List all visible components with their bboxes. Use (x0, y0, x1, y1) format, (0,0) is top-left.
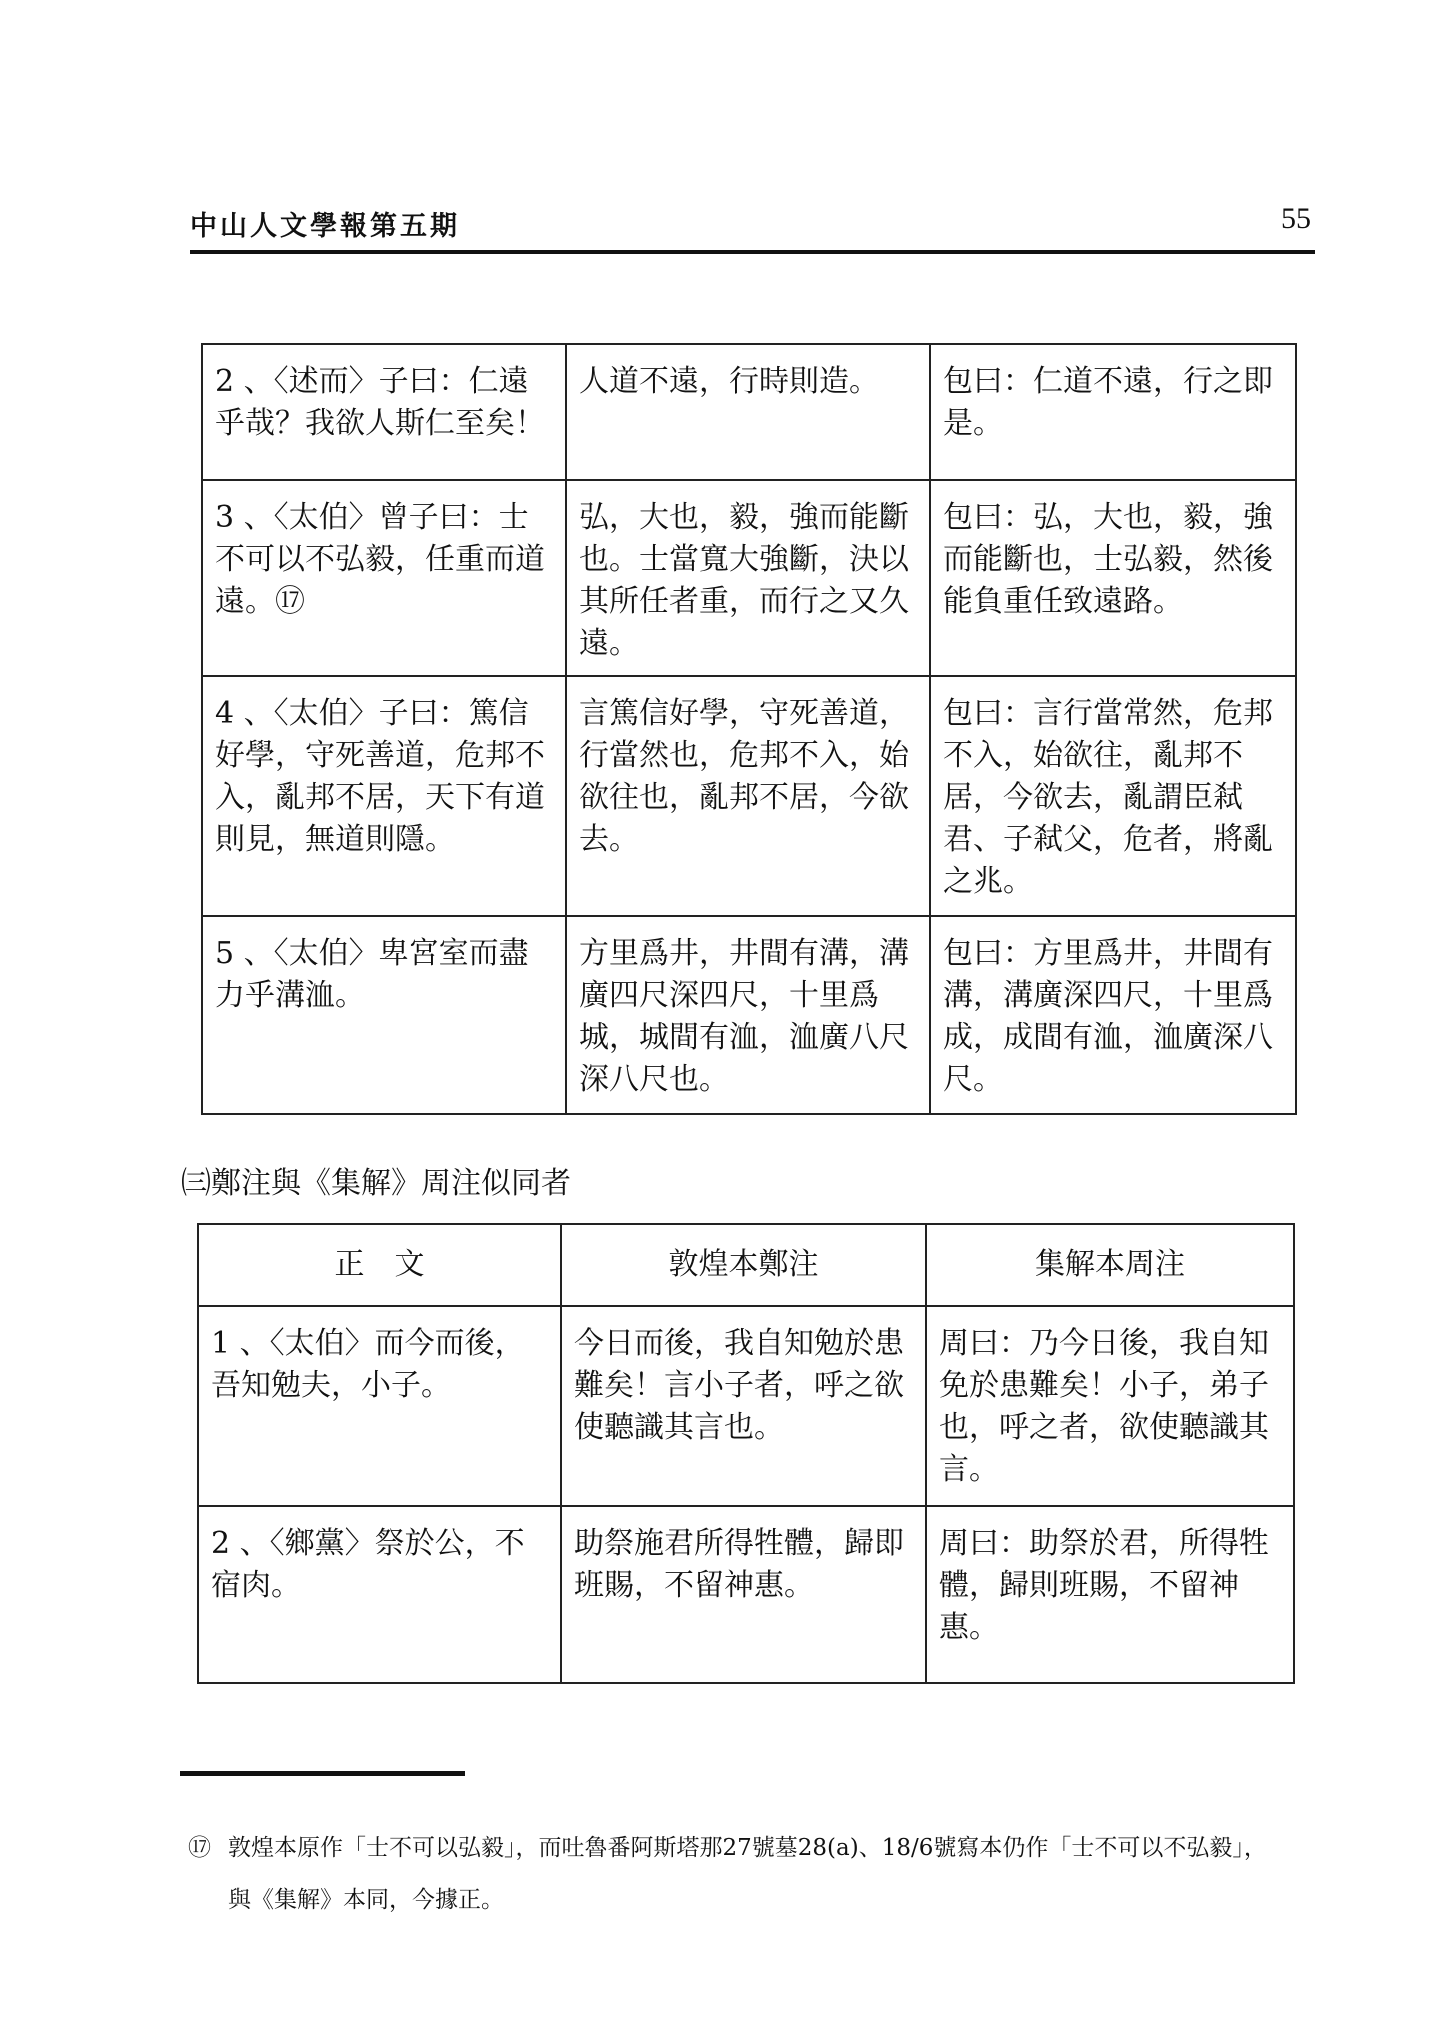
table-cell-text: 2 、〈鄉黨〉祭於公，不宿肉。 (198, 1506, 561, 1683)
comparison-table-1 (201, 343, 1297, 1115)
table-cell-zhou-note: 周曰：乃今日後，我自知免於患難矣！小子，弟子也，呼之者，欲使聽識其言。 (926, 1306, 1294, 1506)
column-header: 敦煌本鄭注 (561, 1224, 926, 1306)
table-cell-zheng-note: 人道不遠，行時則造。 (566, 344, 930, 480)
table-row (198, 1306, 1294, 1506)
table-row (202, 480, 1296, 676)
comparison-table-2 (197, 1223, 1295, 1684)
footnote-text-continued: 與《集解》本同，今據正。 (228, 1887, 504, 1913)
footnote-text: 敦煌本原作「士不可以弘毅」，而吐魯番阿斯塔那27號墓28(a)、18/6號寫本仍作「士不可以不弘毅」， (228, 1835, 1267, 1861)
footnote-divider (180, 1771, 465, 1776)
table-cell-text: 5 、〈太伯〉卑宮室而盡力乎溝洫。 (202, 916, 566, 1114)
table-cell-text: 1 、〈太伯〉而今而後，吾知勉夫，小子。 (198, 1306, 561, 1506)
table-cell-zheng-note: 言篤信好學，守死善道，行當然也，危邦不入，始欲往也，亂邦不居，今欲去。 (566, 676, 930, 916)
column-header: 正 文 (198, 1224, 561, 1306)
page-header (190, 200, 1315, 254)
table-cell-zheng-note: 助祭施君所得牲體，歸即班賜，不留神惠。 (561, 1506, 926, 1683)
table-cell-text: 3 、〈太伯〉曾子曰：士不可以不弘毅，任重而道遠。⑰ (202, 480, 566, 676)
table-cell-jijie-note: 包曰：仁道不遠，行之即是。 (930, 344, 1296, 480)
table-cell-text: 4 、〈太伯〉子曰：篤信好學，守死善道，危邦不入，亂邦不居，天下有道則見，無道則隱。 (202, 676, 566, 916)
table-cell-zhou-note: 周曰：助祭於君，所得牲體，歸則班賜，不留神惠。 (926, 1506, 1294, 1683)
footnote-marker: ⑰ (188, 1835, 211, 1861)
table-cell-text: 2 、〈述而〉子曰：仁遠乎哉？我欲人斯仁至矣！ (202, 344, 566, 480)
column-header: 集解本周注 (926, 1224, 1294, 1306)
table-row (198, 1506, 1294, 1683)
table-cell-jijie-note: 包曰：方里爲井，井間有溝，溝廣深四尺，十里爲成，成間有洫，洫廣深八尺。 (930, 916, 1296, 1114)
footnote (188, 1822, 1308, 1926)
table-cell-jijie-note: 包曰：言行當常然，危邦不入，始欲往，亂邦不居，今欲去，亂謂臣弒君、子弒父，危者，將亂之兆。 (930, 676, 1296, 916)
table-row (202, 344, 1296, 480)
table-cell-zheng-note: 弘，大也，毅，強而能斷也。士當寬大強斷，決以其所任者重，而行之又久遠。 (566, 480, 930, 676)
table-cell-zheng-note: 今日而後，我自知勉於患難矣！言小子者，呼之欲使聽識其言也。 (561, 1306, 926, 1506)
section-heading: ㈢鄭注與《集解》周注似同者 (181, 1166, 571, 1201)
table-cell-zheng-note: 方里爲井，井間有溝，溝廣四尺深四尺，十里爲城，城間有洫，洫廣八尺深八尺也。 (566, 916, 930, 1114)
footnote-line (188, 1822, 1308, 1874)
table-header-row (198, 1224, 1294, 1306)
journal-title: 中山人文學報第五期 (190, 211, 460, 242)
table-row (202, 676, 1296, 916)
page-number: 55 (1281, 202, 1311, 235)
table-row (202, 916, 1296, 1114)
table-cell-jijie-note: 包曰：弘，大也，毅，強而能斷也，士弘毅，然後能負重任致遠路。 (930, 480, 1296, 676)
